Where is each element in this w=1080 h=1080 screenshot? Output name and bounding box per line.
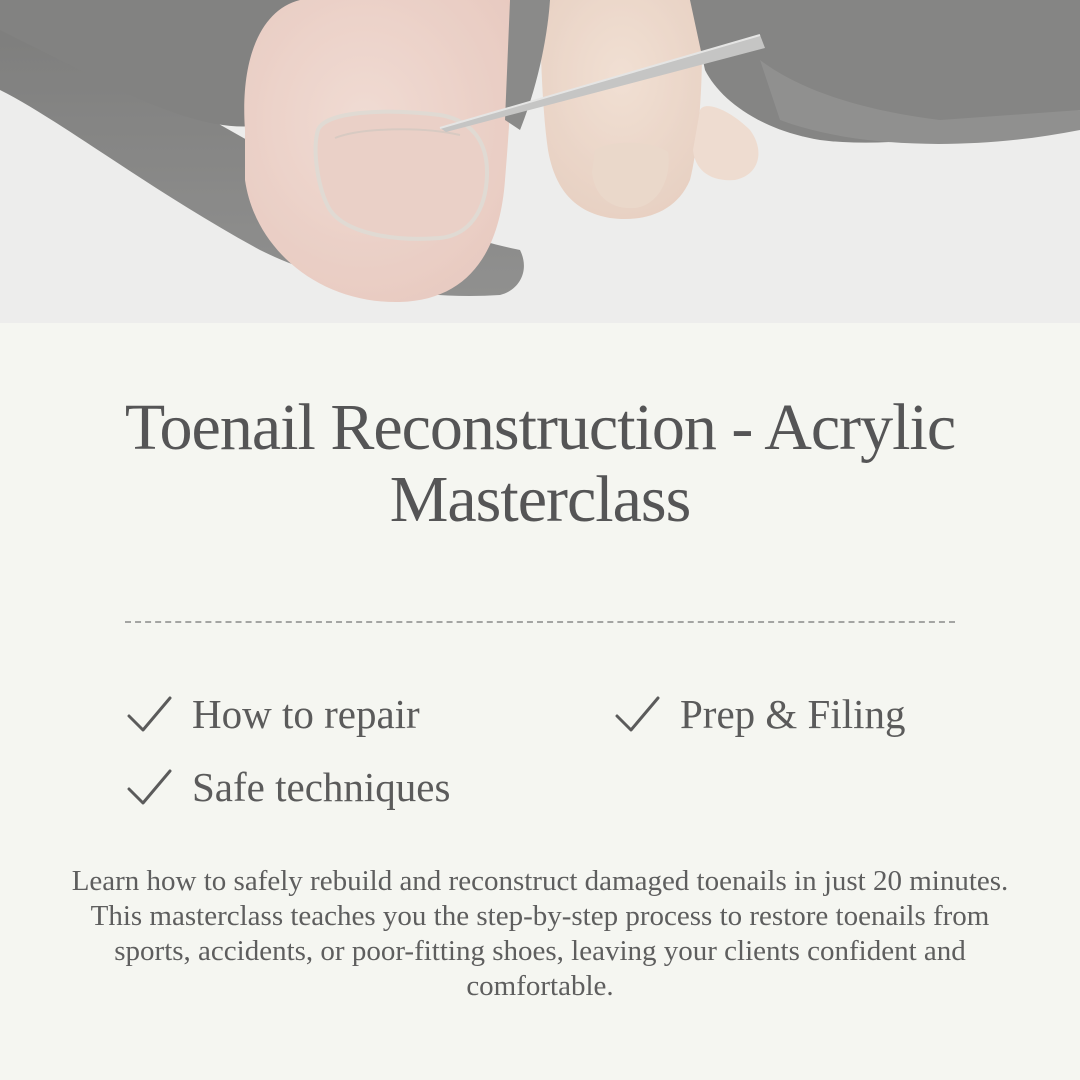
feature-how-to-repair <box>126 690 420 738</box>
check-icon <box>126 767 172 807</box>
feature-label: How to repair <box>192 691 420 737</box>
page-title: Toenail Reconstruction - Acrylic Masterclass <box>124 391 956 536</box>
dashed-divider <box>125 621 955 623</box>
feature-label: Prep & Filing <box>680 691 906 737</box>
feature-safe-techniques <box>126 763 450 811</box>
course-description: Learn how to safely rebuild and reconstruct damaged toenails in just 20 minutes. This masterclass teaches you the step-by-step process to restore toenails from sports, accidents, or poor-fitting shoes, leaving your clients confident and comfortable. <box>71 865 1009 1002</box>
check-icon <box>614 694 660 734</box>
feature-prep-filing <box>614 690 906 738</box>
check-icon <box>126 694 172 734</box>
feature-label: Safe techniques <box>192 764 451 810</box>
hero-image <box>0 0 1080 323</box>
